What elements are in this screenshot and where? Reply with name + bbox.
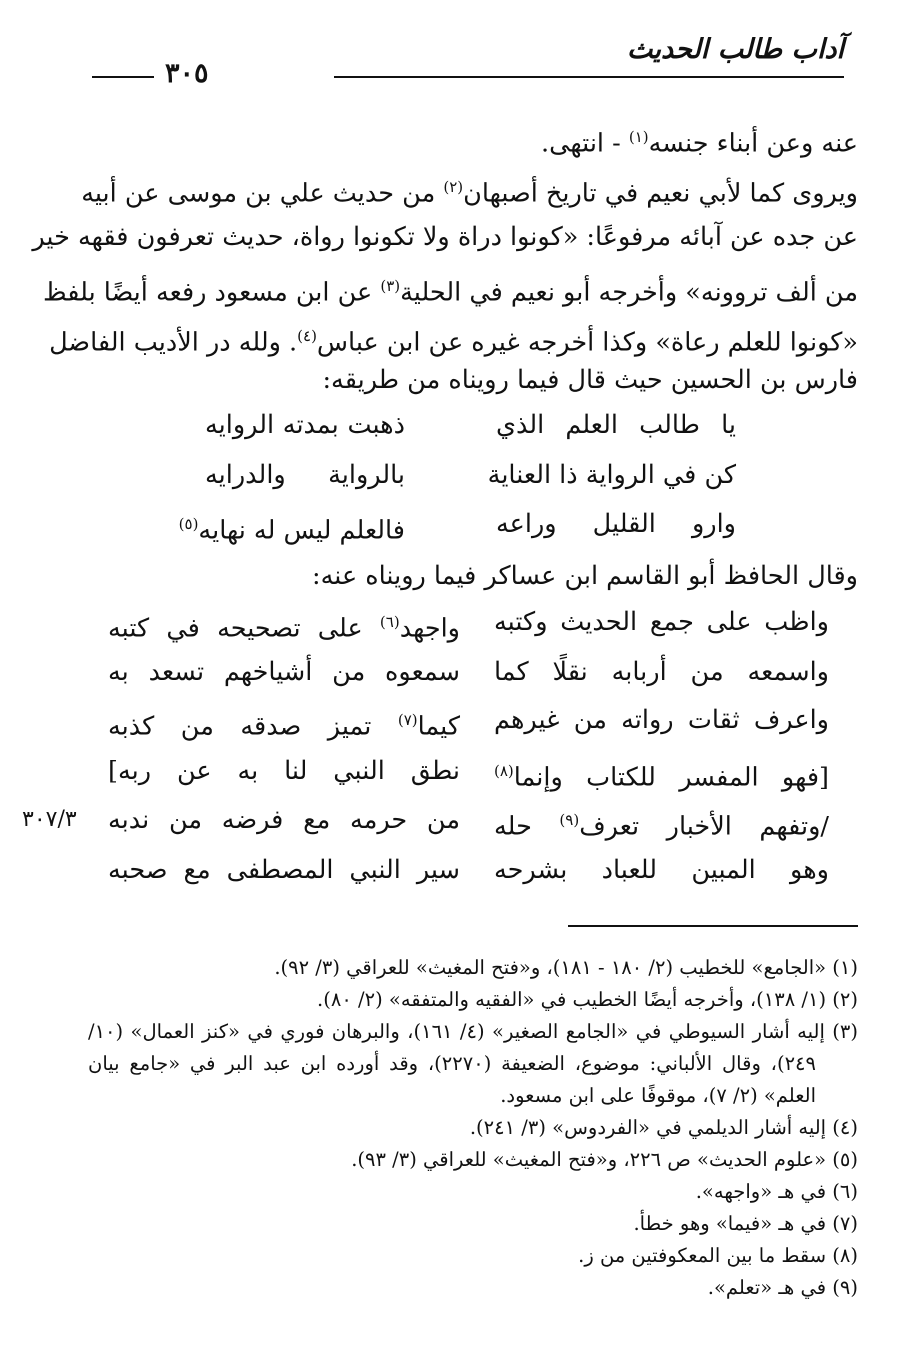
- verse-hemistich-right: كن في الرواية ذا العناية: [487, 460, 736, 490]
- verse-hemistich-left: بالرواية والدرايه: [205, 460, 405, 490]
- prose-line: من ألف تروونه» وأخرجه أبو نعيم في الحلية$^{(٣)}$ عن ابن مسعود رفعه أيضًا بلفظ: [43, 277, 858, 308]
- prose-line: عن جده عن آبائه مرفوعًا: «كونوا دراة ولا تكونوا رواة، حديث تعرفون فقهه خير: [32, 222, 858, 252]
- footnote-separator: [568, 925, 858, 927]
- footnote-marker: (٢): [443, 178, 464, 196]
- verse-hemistich-right: واسمعه من أربابه نقلًا كما: [494, 657, 829, 687]
- footnote-marker: (٥): [178, 515, 199, 533]
- footnote-marker: (٩): [559, 811, 580, 829]
- verse-hemistich-right: [فهو المفسر للكتاب وإنما$^{(٨)}$: [494, 762, 829, 793]
- prose-line: وقال الحافظ أبو القاسم ابن عساكر فيما رويناه عنه:: [312, 561, 858, 591]
- header-rule: [334, 76, 844, 78]
- footnote-continuation: ٢٤٩)، وقال الألباني: موضوع، الضعيفة (٢٢٧٠)، وقد أورده ابن عبد البر في «جامع بيان: [88, 1052, 816, 1075]
- verse-hemistich-left: من حرمه مع فرضه من ندبه: [108, 805, 460, 835]
- verse-hemistich-left: ذهبت بمدته الروايه: [205, 410, 405, 440]
- verse-hemistich-right: يا طالب العلم الذي: [496, 410, 736, 440]
- page-number: ٣٠٥: [165, 58, 209, 89]
- header-rule-short: [92, 76, 154, 78]
- prose-line: عنه وعن أبناء جنسه$^{(١)}$ - انتهى.: [541, 128, 858, 159]
- verse-hemistich-left: واجهد$^{(٦)}$ على تصحيحه في كتبه: [108, 613, 460, 644]
- footnote: (٦) في هـ «واجهه».: [695, 1180, 858, 1203]
- verse-hemistich-left: كيما$^{(٧)}$ تميز صدقه من كذبه: [108, 711, 460, 742]
- verse-hemistich-right: /وتفهم الأخبار تعرف$^{(٩)}$ حله: [494, 811, 829, 842]
- footnote: (٥) «علوم الحديث» ص ٢٢٦، و«فتح المغيث» للعراقي (٣/ ٩٣).: [351, 1148, 858, 1171]
- footnote-marker: (٧): [397, 711, 418, 729]
- footnote: (٨) سقط ما بين المعكوفتين من ز.: [578, 1244, 858, 1267]
- running-title: آداب طالب الحديث: [626, 34, 844, 65]
- footnote: (٩) في هـ «تعلم».: [707, 1276, 858, 1299]
- footnote-continuation: العلم» (٢/ ٧)، موقوفًا على ابن مسعود.: [500, 1084, 816, 1107]
- verse-hemistich-left: سمعوه من أشياخهم تسعد به: [108, 657, 460, 687]
- footnote: (٢) (١/ ١٣٨)، وأخرجه أيضًا الخطيب في «الفقيه والمتفقه» (٢/ ٨٠).: [317, 988, 858, 1011]
- verse-hemistich-left: فالعلم ليس له نهايه$^{(٥)}$: [178, 515, 405, 546]
- verse-hemistich-left: سير النبي المصطفى مع صحبه: [108, 855, 460, 885]
- verse-hemistich-right: وارو القليل وراعه: [496, 509, 736, 539]
- footnote: (٣) إليه أشار السيوطي في «الجامع الصغير» (٤/ ١٦١)، والبرهان فوري في «كنز العمال» (١٠/: [88, 1020, 858, 1043]
- footnote: (٤) إليه أشار الديلمي في «الفردوس» (٣/ ٢٤١).: [469, 1116, 858, 1139]
- prose-line: ويروى كما لأبي نعيم في تاريخ أصبهان$^{(٢)}$ من حديث علي بن موسى عن أبيه: [81, 178, 858, 209]
- prose-line: فارس بن الحسين حيث قال فيما رويناه من طريقه:: [322, 365, 858, 395]
- verse-hemistich-right: وهو المبين للعباد بشرحه: [494, 855, 829, 885]
- footnote: (١) «الجامع» للخطيب (٢/ ١٨٠ - ١٨١)، و«فتح المغيث» للعراقي (٣/ ٩٢).: [274, 956, 858, 979]
- footnote-marker: (٨): [494, 762, 514, 780]
- footnote-marker: (٣): [380, 277, 401, 295]
- margin-reference: ٣٠٧/٣: [22, 807, 77, 832]
- prose-line: «كونوا للعلم رعاة» وكذا أخرجه غيره عن ابن عباس$^{(٤)}$. ولله در الأديب الفاضل: [49, 327, 858, 358]
- footnote: (٧) في هـ «فيما» وهو خطأ.: [633, 1212, 858, 1235]
- footnote-marker: (٤): [297, 327, 317, 345]
- verse-hemistich-left: نطق النبي لنا به عن ربه]: [108, 756, 460, 786]
- footnote-marker: (١): [628, 128, 649, 146]
- verse-hemistich-right: واعرف ثقات رواته من غيرهم: [494, 705, 829, 735]
- footnote-marker: (٦): [379, 613, 400, 631]
- verse-hemistich-right: واظب على جمع الحديث وكتبه: [494, 607, 829, 637]
